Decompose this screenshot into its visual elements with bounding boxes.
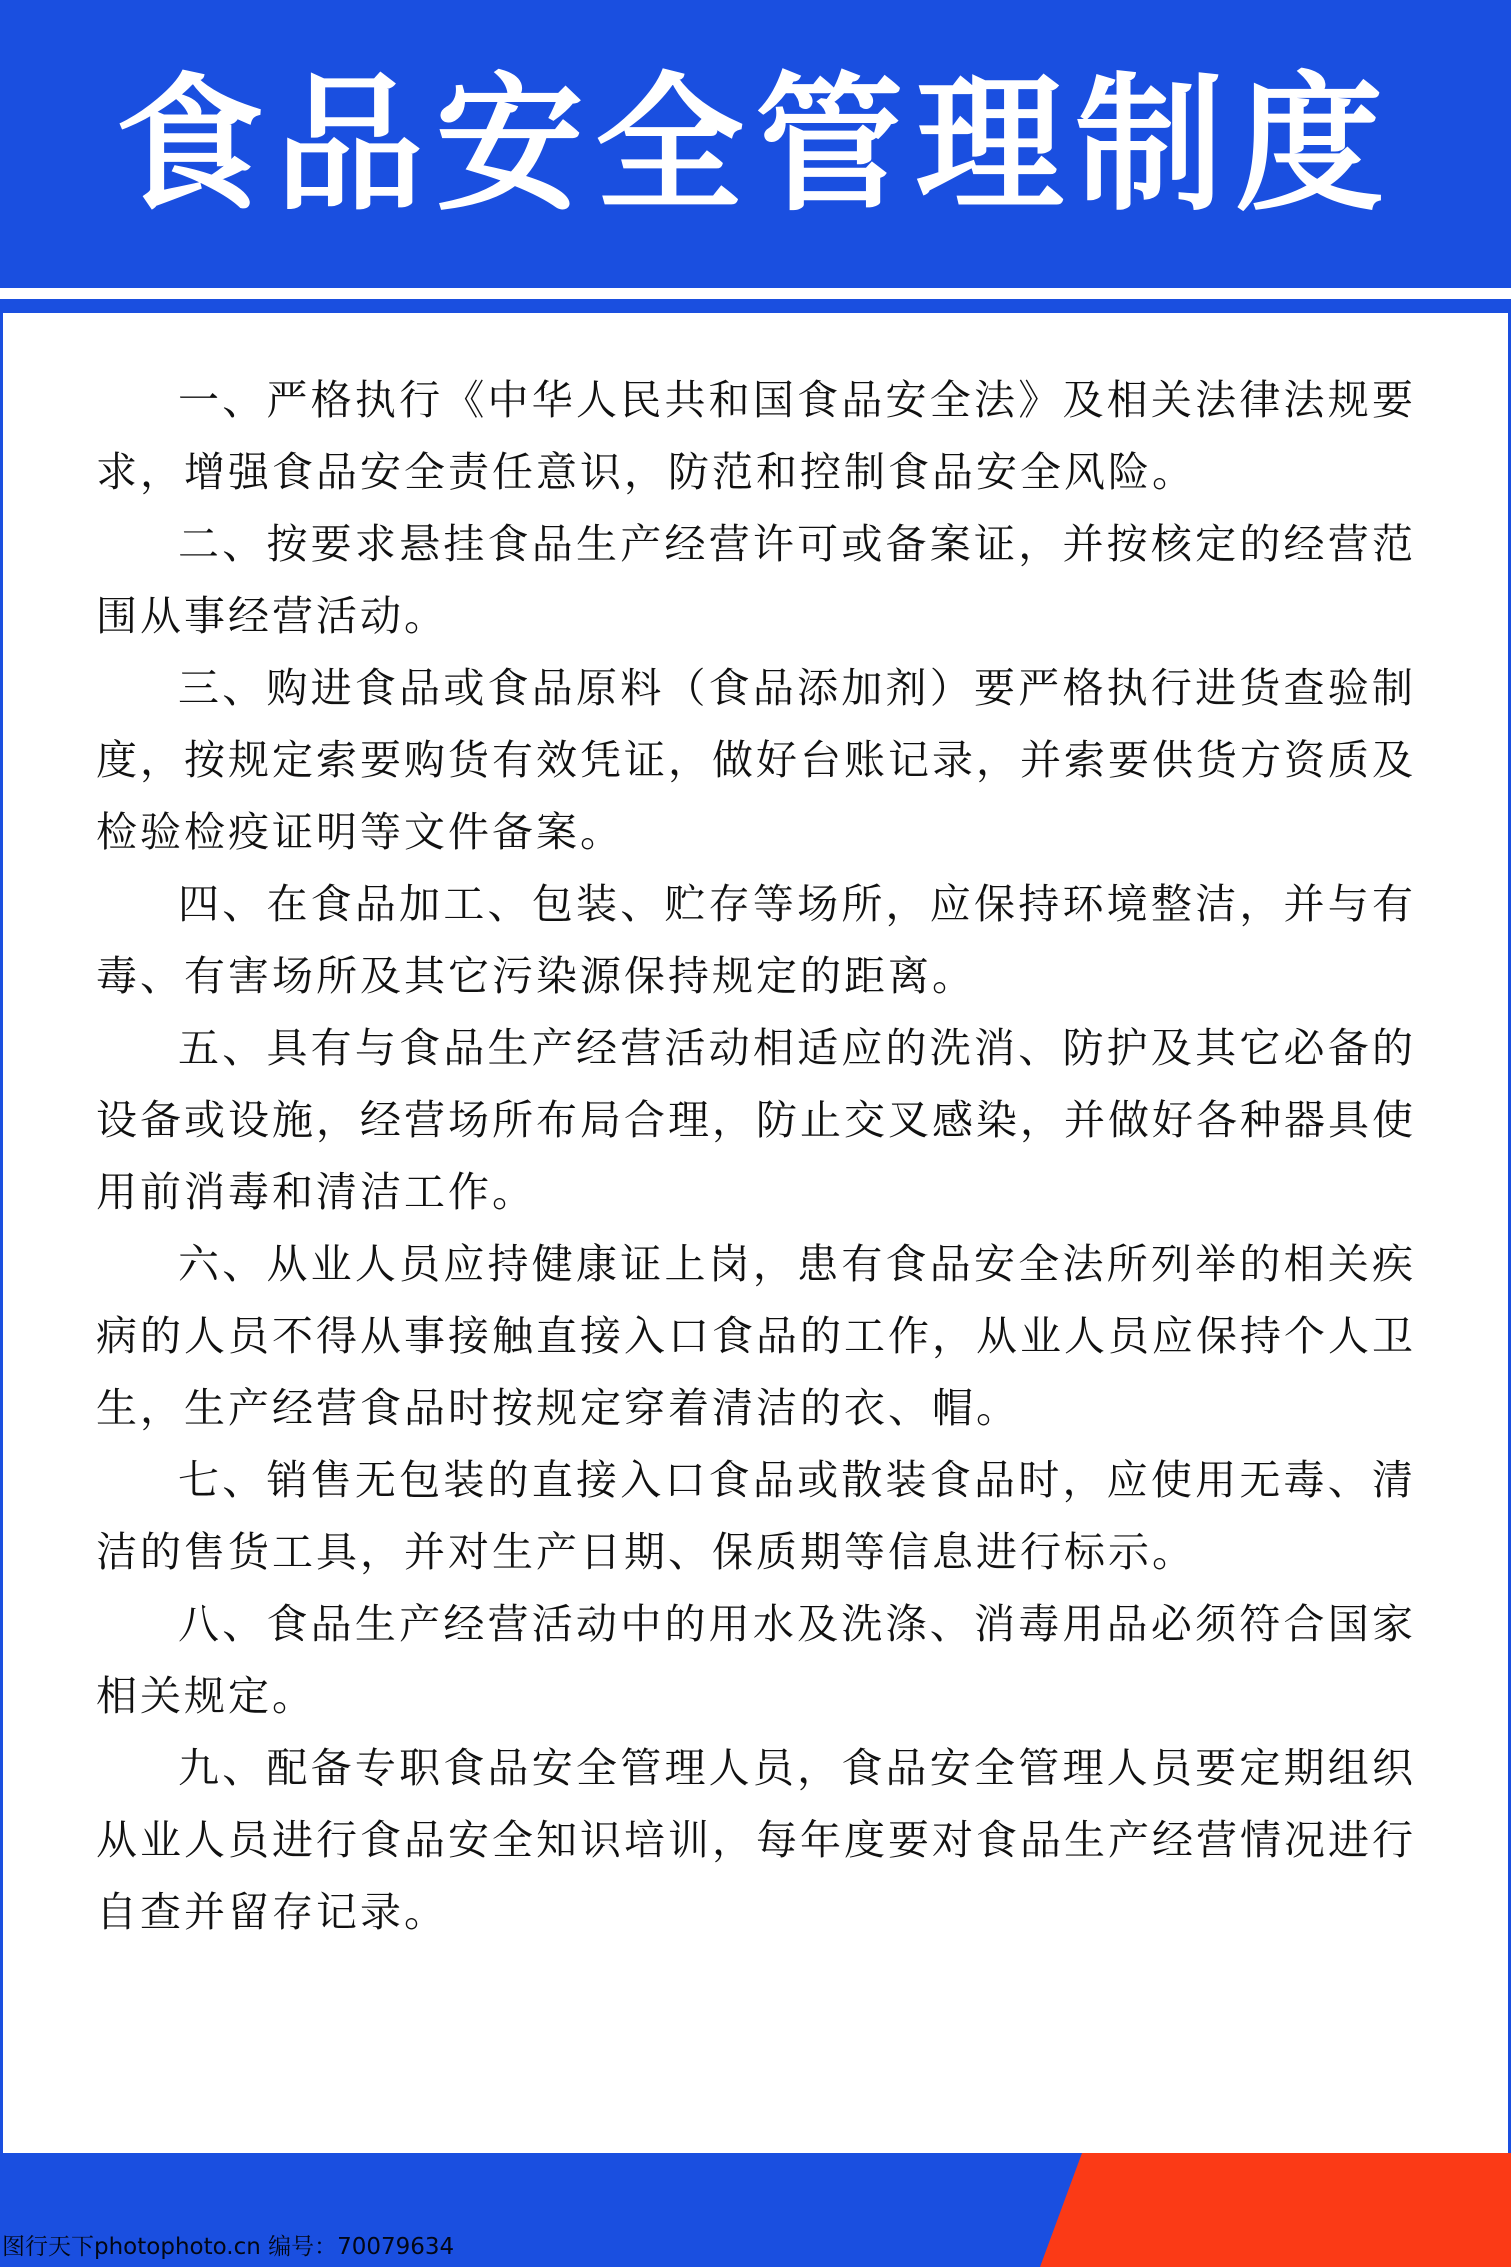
clause-9: 九、配备专职食品安全管理人员，食品安全管理人员要定期组织从业人员进行食品安全知识培训，每年度要对食品生产经营情况进行自查并留存记录。 bbox=[96, 1744, 1416, 1936]
clause-1: 一、严格执行《中华人民共和国食品安全法》及相关法律法规要求，增强食品安全责任意识，防范和控制食品安全风险。 bbox=[96, 376, 1416, 496]
clause-5: 五、具有与食品生产经营活动相适应的洗消、防护及其它必备的设备或设施，经营场所布局合理，防止交叉感染，并做好各种器具使用前消毒和清洁工作。 bbox=[96, 1024, 1416, 1216]
poster-title: 食品安全管理制度 bbox=[115, 59, 1396, 231]
clause-7: 七、销售无包装的直接入口食品或散装食品时，应使用无毒、清洁的售货工具，并对生产日期、保质期等信息进行标示。 bbox=[96, 1456, 1416, 1576]
header-band bbox=[0, 0, 1511, 288]
left-border bbox=[0, 313, 3, 2153]
regulation-body bbox=[96, 364, 1416, 1948]
clause-4: 四、在食品加工、包装、贮存等场所，应保持环境整洁，并与有毒、有害场所及其它污染源保持规定的距离。 bbox=[96, 880, 1416, 1000]
header-divider-blue bbox=[0, 299, 1511, 313]
clause-6: 六、从业人员应持健康证上岗，患有食品安全法所列举的相关疾病的人员不得从事接触直接入口食品的工作，从业人员应保持个人卫生，生产经营食品时按规定穿着清洁的衣、帽。 bbox=[96, 1240, 1416, 1432]
watermark-text: 图行天下photophoto.cn 编号：70079634 bbox=[2, 2234, 455, 2260]
header-divider-white bbox=[0, 288, 1511, 299]
clause-8: 八、食品生产经营活动中的用水及洗涤、消毒用品必须符合国家相关规定。 bbox=[96, 1600, 1416, 1720]
clause-2: 二、按要求悬挂食品生产经营许可或备案证，并按核定的经营范围从事经营活动。 bbox=[96, 520, 1416, 640]
clause-3: 三、购进食品或食品原料（食品添加剂）要严格执行进货查验制度，按规定索要购货有效凭证，做好台账记录，并索要供货方资质及检验检疫证明等文件备案。 bbox=[96, 664, 1416, 856]
